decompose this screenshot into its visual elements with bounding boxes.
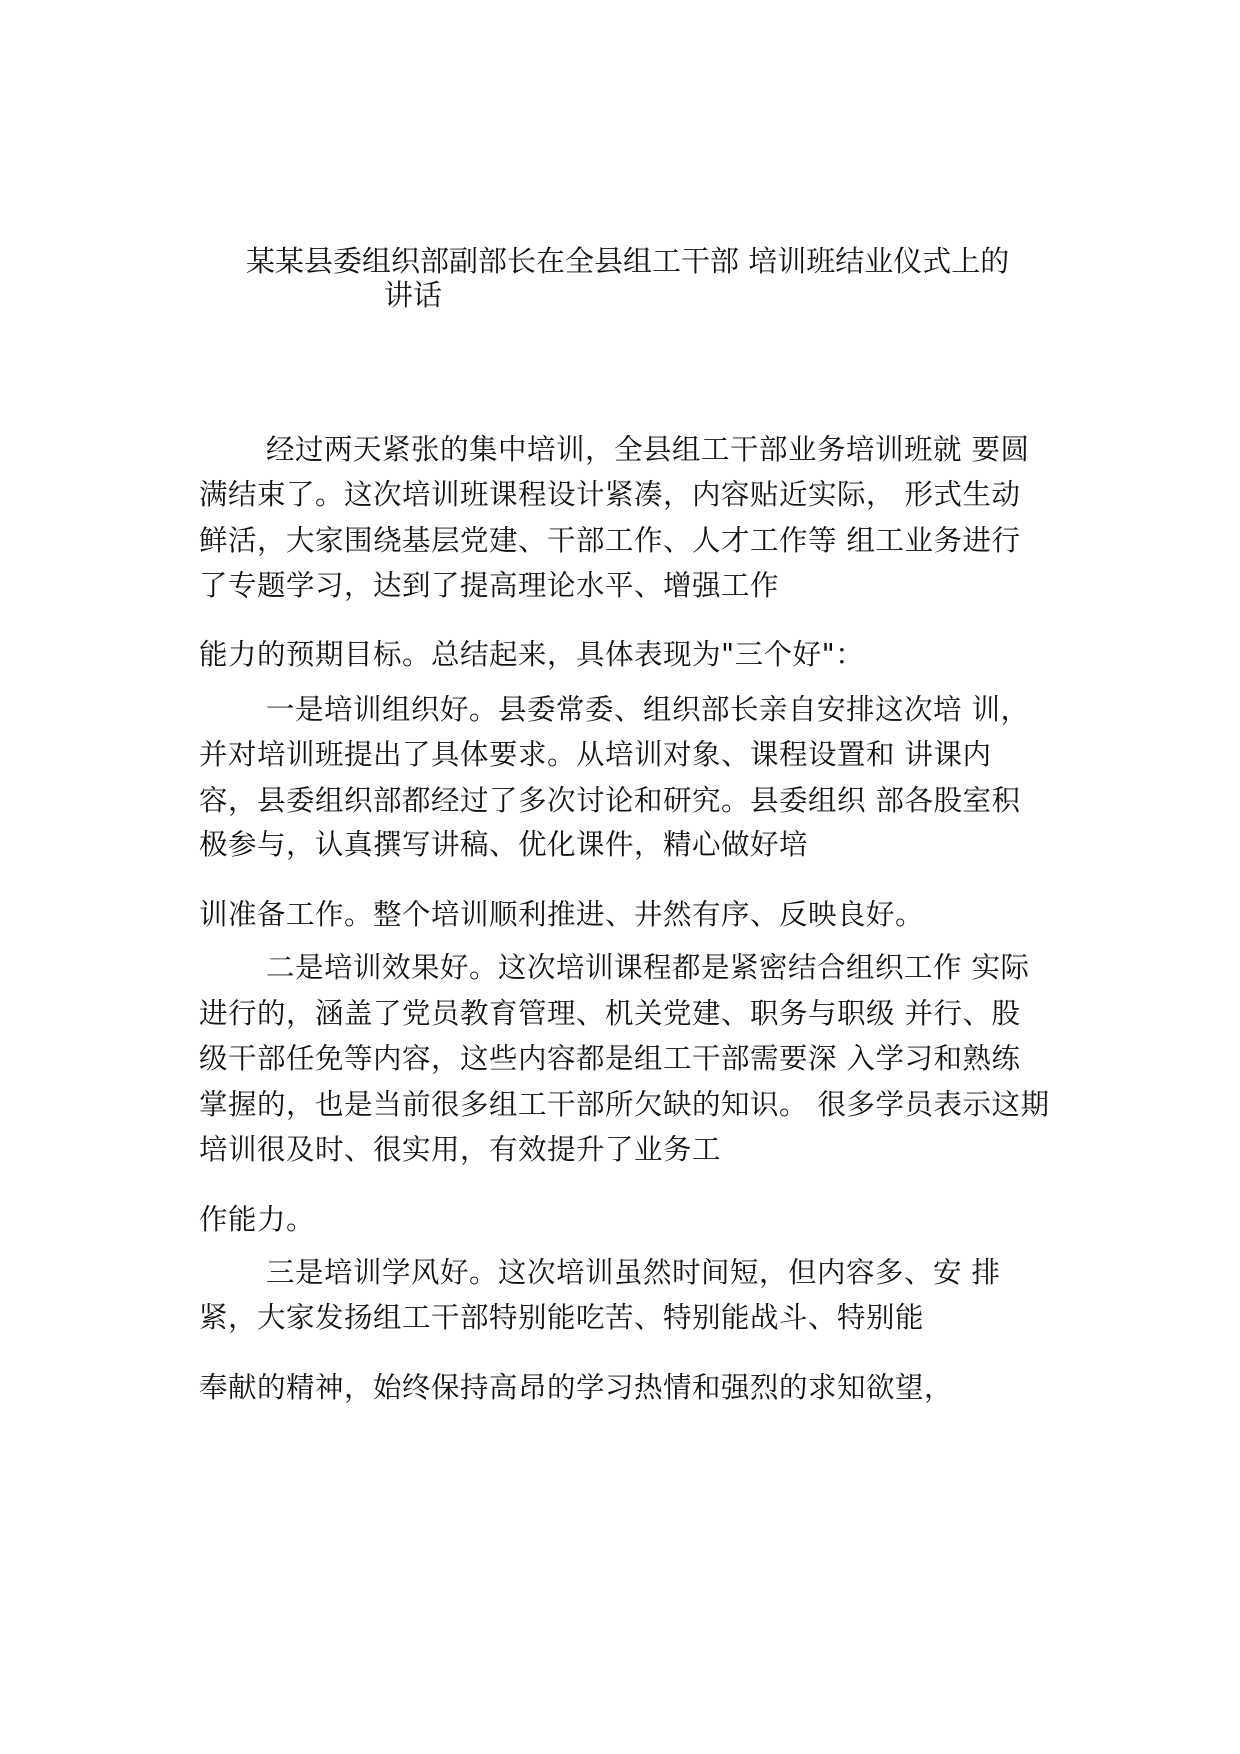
paragraph-line: 奉献的精神，始终保持高昂的学习热情和强烈的求知欲望， [199,1371,954,1404]
paragraph-line: 鲜活，大家围绕基层党建、干部工作、人才工作等 组工业务进行 [199,524,1021,557]
paragraph-line: 二是培训效果好。这次培训课程都是紧密结合组织工作 实际 [266,951,1030,984]
paragraph-line: 级干部任免等内容，这些内容都是组工干部需要深 入学习和熟练 [199,1042,1021,1075]
paragraph-line: 经过两天紧张的集中培训，全县组工干部业务培训班就 要圆 [266,433,1030,466]
document-title-line-1: 某某县委组织部副部长在全县组工干部 培训班结业仪式上的 [246,244,1010,278]
paragraph-line: 紧，大家发扬组工干部特别能吃苦、特别能战斗、特别能 [199,1301,925,1334]
paragraph-line: 能力的预期目标。总结起来，具体表现为"三个好"： [199,638,865,671]
paragraph-line: 极参与，认真撰写讲稿、优化课件，精心做好培 [199,828,809,861]
paragraph-line: 容，县委组织部都经过了多次讨论和研究。县委组织 部各股室积 [199,784,1021,817]
paragraph-line: 培训很及时、很实用，有效提升了业务工 [199,1133,722,1166]
paragraph-line: 进行的，涵盖了党员教育管理、机关党建、职务与职级 并行、股 [199,997,1021,1030]
paragraph-line: 了专题学习，达到了提高理论水平、增强工作 [199,569,780,602]
paragraph-line: 一是培训组织好。县委常委、组织部长亲自安排这次培 训， [266,693,1030,726]
paragraph-line: 满结束了。这次培训班课程设计紧凑，内容贴近实际， 形式生动 [199,478,1021,511]
paragraph-line: 三是培训学风好。这次培训虽然时间短，但内容多、安 排 [266,1256,1001,1289]
paragraph-line: 掌握的，也是当前很多组工干部所欠缺的知识。 很多学员表示这期 [199,1088,1050,1121]
paragraph-line: 作能力。 [199,1203,316,1236]
document-title-line-2: 讲话 [384,278,443,312]
paragraph-line: 并对培训班提出了具体要求。从培训对象、课程设置和 讲课内 [199,738,992,771]
paragraph-line: 训准备工作。整个培训顺利推进、井然有序、反映良好。 [199,898,925,931]
